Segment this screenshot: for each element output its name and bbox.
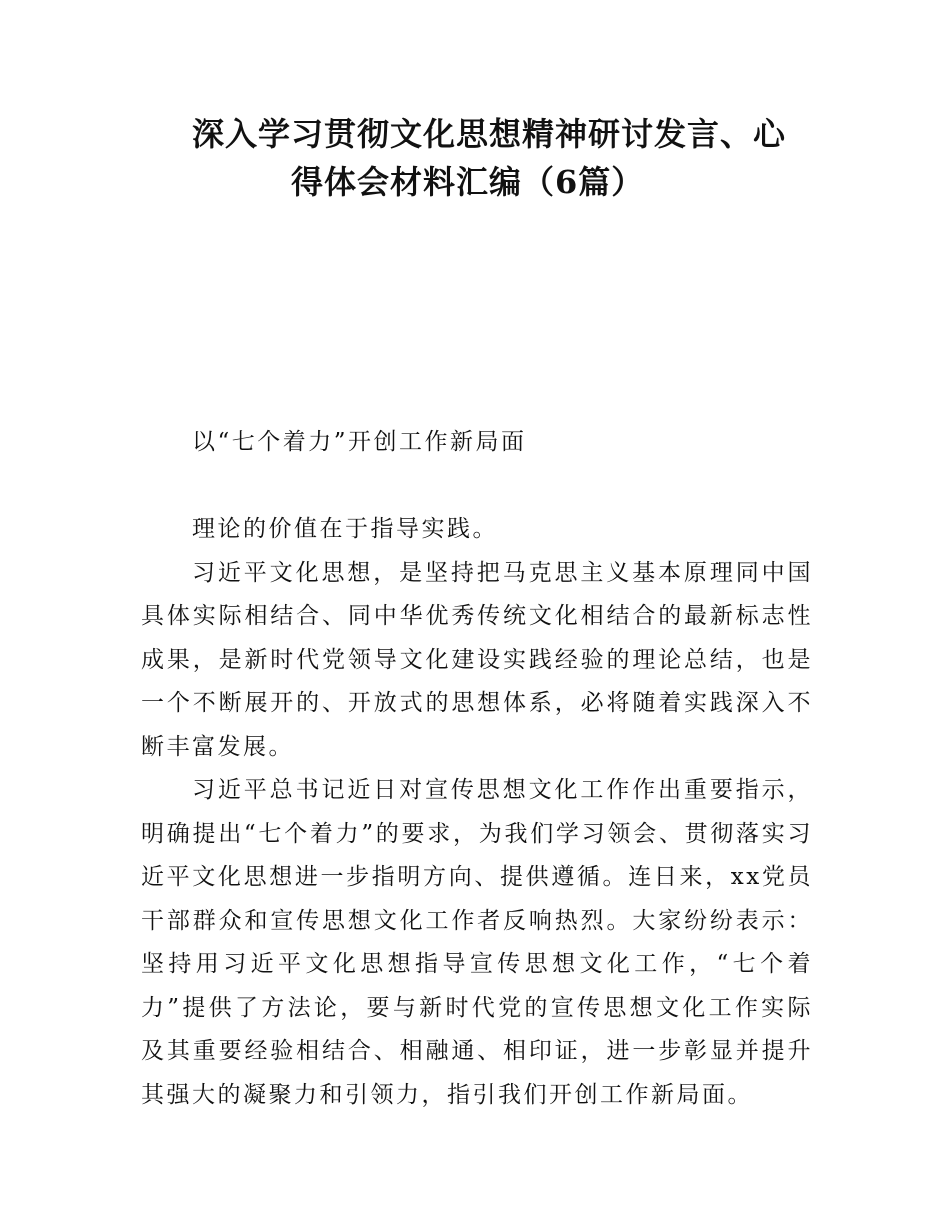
section-subtitle: 以“七个着力”开创工作新局面 xyxy=(192,429,527,455)
paragraph-3: 习近平总书记近日对宣传思想文化工作作出重要指示，明确提出“七个着力”的要求，为我们学习领会、贯彻落实习近平文化思想进一步指明方向、提供遵循。连日来，xx党员干部群众和宣传思想文化工作者反响热烈。大家纷纷表示：坚持用习近平文化思想指导宣传思想文化工作，“七个着力”提供了方法论，要与新时代党的宣传思想文化工作实际及其重要经验相结合、相融通、相印证，进一步彰显并提升其强大的凝聚力和引领力，指引我们开创工作新局面。 xyxy=(141,777,813,1108)
paragraph-1: 理论的价值在于指导实践。 xyxy=(192,516,498,542)
document-title-line-1: 深入学习贯彻文化思想精神研讨发言、心 xyxy=(192,115,787,153)
document-title xyxy=(150,110,850,206)
document-title-line-2: 得体会材料汇编（6篇） xyxy=(291,163,645,201)
body-text xyxy=(141,508,813,1117)
paragraph-2: 习近平文化思想，是坚持把马克思主义基本原理同中国具体实际相结合、同中华优秀传统文化相结合的最新标志性成果，是新时代党领导文化建设实践经验的理论总结，也是一个不断展开的、开放式的思想体系，必将随着实践深入不断丰富发展。 xyxy=(141,559,813,760)
